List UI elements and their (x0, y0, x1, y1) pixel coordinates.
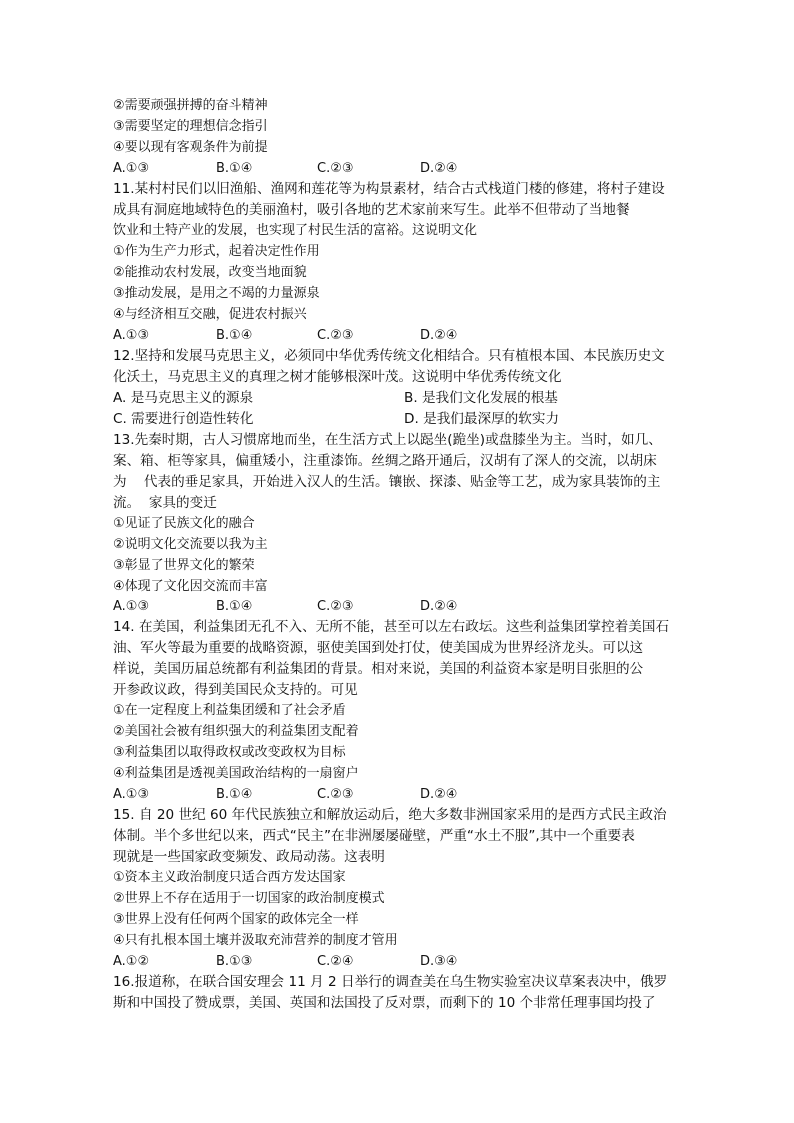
q10-item-3: ③需要坚定的理想信念指引 (113, 119, 268, 134)
option-b: B. 是我们文化发展的根基 (404, 390, 558, 406)
q13-item-4: ④体现了文化因交流而丰富 (113, 579, 268, 594)
q16-stem-2: 斯和中国投了赞成票，美国、英国和法国投了反对票，而剩下的 10 个非常任理事国均投了 (113, 995, 656, 1011)
option-a: A.①③ (113, 787, 150, 802)
q14-options (113, 787, 693, 803)
option-b: B.①④ (216, 328, 253, 343)
q11-stem-1: 11.某村村民们以旧渔船、渔网和莲花等为构景素材，结合古式栈道门楼的修建，将村子建设 (113, 181, 665, 197)
option-d: D.②④ (420, 161, 458, 176)
q15-stem-3: 现就是一些国家政变频发、政局动荡。这表明 (113, 849, 385, 865)
option-c: C.②③ (317, 328, 354, 343)
option-c: C.②④ (317, 954, 354, 969)
option-d: D. 是我们最深厚的软实力 (404, 411, 560, 427)
option-a: A.①③ (113, 599, 150, 614)
option-d: D.②④ (420, 599, 458, 614)
q12-options-cd (113, 411, 693, 427)
q14-item-4: ④利益集团是透视美国政治结构的一扇窗户 (113, 766, 359, 781)
q15-item-4: ④只有扎根本国土壤并汲取充沛营养的制度才管用 (113, 933, 398, 948)
q15-item-3: ③世界上没有任何两个国家的政体完全一样 (113, 912, 359, 927)
q13-stem-4: 流。 家具的变迁 (113, 495, 217, 511)
option-d: D.②④ (420, 787, 458, 802)
q12-stem-1: 12.坚持和发展马克思主义，必须同中华优秀传统文化相结合。只有植根本国、本民族历史文 (113, 348, 665, 364)
option-a: A.①③ (113, 328, 150, 343)
option-c: C. 需要进行创造性转化 (113, 411, 254, 427)
q11-options (113, 328, 693, 344)
q13-item-2: ②说明文化交流要以我为主 (113, 537, 268, 552)
q15-stem-1: 15. 自 20 世纪 60 年代民族独立和解放运动后，绝大多数非洲国家采用的是西方式民主政治 (113, 807, 667, 823)
q13-item-1: ①见证了民族文化的融合 (113, 516, 255, 531)
q11-item-3: ③推动发展，是用之不竭的力量源泉 (113, 286, 320, 301)
option-a: A.①② (113, 954, 150, 969)
q15-item-1: ①资本主义政治制度只适合西方发达国家 (113, 870, 346, 885)
option-b: B.①④ (216, 599, 253, 614)
option-d: D.②④ (420, 328, 458, 343)
q13-stem-1: 13.先秦时期，古人习惯席地而坐，在生活方式上以跽坐(跪坐)或盘膝坐为主。当时，如几、 (113, 432, 662, 448)
q14-item-2: ②美国社会被有组织强大的利益集团支配着 (113, 724, 359, 739)
q12-stem-2: 化沃土，马克思主义的真理之树才能够根深叶茂。这说明中华优秀传统文化 (113, 369, 562, 385)
q15-options (113, 954, 693, 970)
q11-stem-2: 成具有洞庭地域特色的美丽渔村，吸引各地的艺术家前来写生。此举不但带动了当地餐 (113, 202, 630, 218)
q10-item-2: ②需要顽强拼搏的奋斗精神 (113, 98, 268, 113)
q14-stem-1: 14. 在美国，利益集团无孔不入、无所不能，甚至可以左右政坛。这些利益集团掌控着美国石 (113, 619, 670, 635)
option-b: B.①③ (216, 954, 253, 969)
q15-item-2: ②世界上不存在适用于一切国家的政治制度模式 (113, 891, 385, 906)
option-a: A.①③ (113, 161, 150, 176)
q14-stem-2: 油、军火等最为重要的战略资源，驱使美国到处打仗，使美国成为世界经济龙头。可以这 (113, 640, 644, 656)
q10-options (113, 161, 693, 177)
option-c: C.②③ (317, 161, 354, 176)
option-c: C.②③ (317, 787, 354, 802)
q14-item-3: ③利益集团以取得政权或改变政权为目标 (113, 745, 346, 760)
option-b: B.①④ (216, 787, 253, 802)
q11-stem-3: 饮业和土特产业的发展，也实现了村民生活的富裕。这说明文化 (113, 223, 478, 238)
q12-options-ab (113, 390, 693, 406)
q14-stem-3: 样说，美国历届总统都有利益集团的背景。相对来说，美国的利益资本家是明目张胆的公 (113, 661, 644, 677)
q14-item-1: ①在一定程度上利益集团缓和了社会矛盾 (113, 703, 346, 718)
q11-item-1: ①作为生产力形式，起着决定性作用 (113, 244, 320, 259)
option-a: A. 是马克思主义的源泉 (113, 390, 254, 406)
option-c: C.②③ (317, 599, 354, 614)
q11-item-2: ②能推动农村发展，改变当地面貌 (113, 265, 307, 280)
option-d: D.③④ (420, 954, 458, 969)
q13-options (113, 599, 693, 615)
q13-item-3: ③彰显了世界文化的繁荣 (113, 558, 255, 573)
q14-stem-4: 开参政议政，得到美国民众支持的。可见 (113, 682, 358, 698)
q11-item-4: ④与经济相互交融，促进农村振兴 (113, 307, 307, 322)
q10-item-4: ④要以现有客观条件为前提 (113, 140, 268, 155)
option-b: B.①④ (216, 161, 253, 176)
q13-stem-3: 为 代表的垂足家具，开始进入汉人的生活。镶嵌、探漆、贴金等工艺，成为家具装饰的主 (113, 474, 661, 490)
q15-stem-2: 体制。半个多世纪以来，西式“民主”在非洲屡屡碰壁，严重“水土不服”,其中一个重要表 (113, 828, 635, 844)
q16-stem-1: 16.报道称，在联合国安理会 11 月 2 日举行的调查美在乌生物实验室决议草案表决中，俄罗 (113, 974, 668, 990)
q13-stem-2: 案、箱、柜等家具，偏重矮小，注重漆饰。丝绸之路开通后，汉胡有了深人的交流，以胡床 (113, 453, 657, 469)
